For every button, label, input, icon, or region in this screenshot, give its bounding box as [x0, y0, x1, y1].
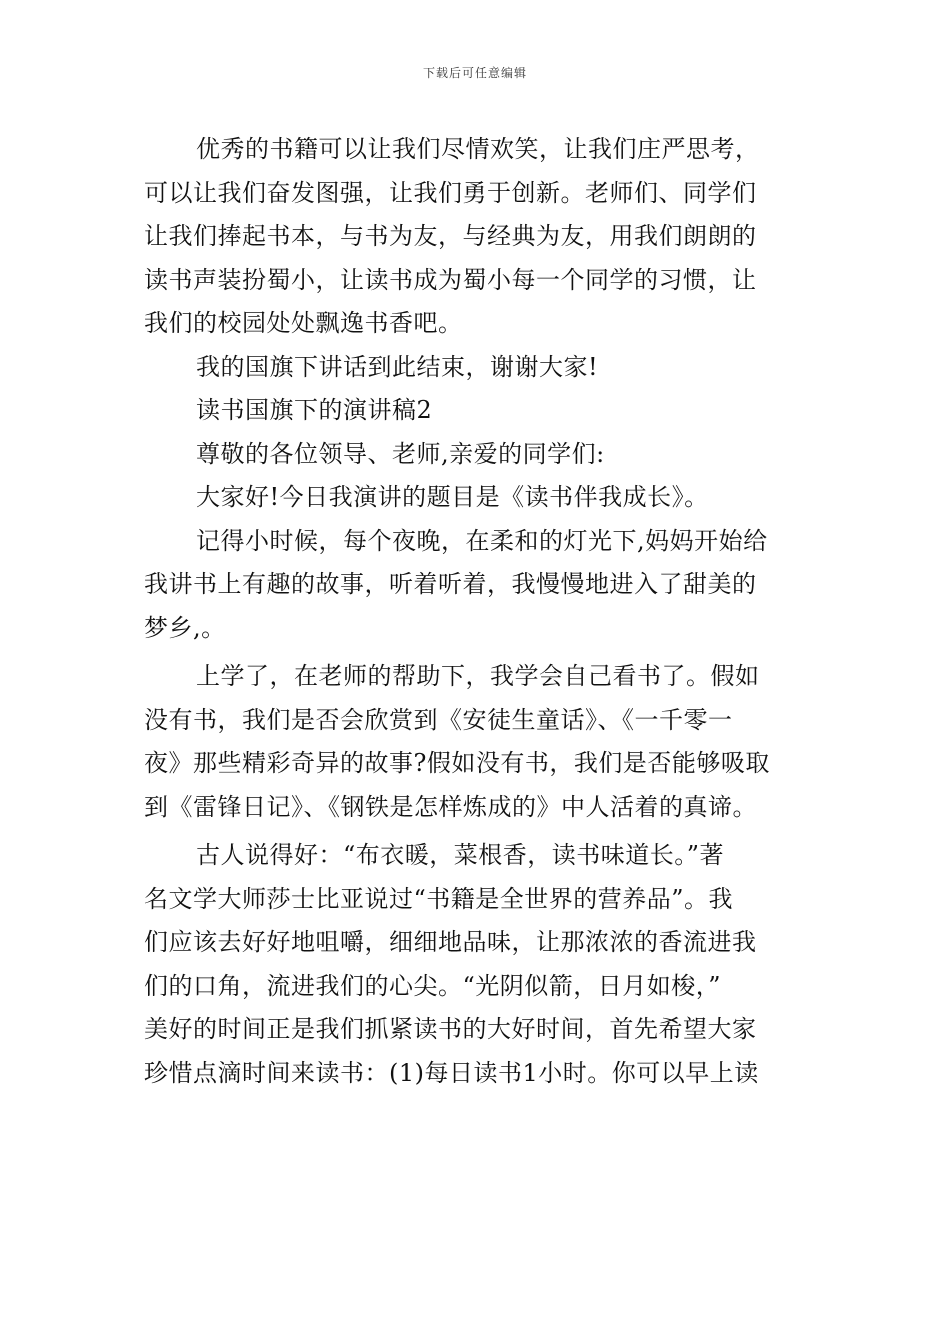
closing-line: 我的国旗下讲话到此结束，谢谢大家!	[196, 352, 599, 381]
paragraph-line: 夜》那些精彩奇异的故事?假如没有书，我们是否能够吸取	[144, 749, 770, 777]
paragraph-line: 优秀的书籍可以让我们尽情欢笑，让我们庄严思考，	[196, 135, 760, 163]
paragraph-line: 记得小时候，每个夜晚，在柔和的灯光下,妈妈开始给	[196, 526, 768, 555]
paragraph-line: 到《雷锋日记》、《钢铁是怎样炼成的》中人活着的真谛。	[144, 792, 757, 821]
paragraph-line: 我讲书上有趣的故事，听着听着，我慢慢地进入了甜美的	[144, 570, 757, 598]
greeting-line: 大家好!今日我演讲的题目是《读书伴我成长》。	[196, 483, 709, 511]
document-body	[144, 128, 808, 1095]
header-note: 下载后可任意编辑	[422, 66, 527, 80]
paragraph-line: 梦乡,。	[144, 613, 226, 642]
section-title: 读书国旗下的演讲稿2	[196, 396, 433, 424]
paragraph-line: 我们的校园处处飘逸书香吧。	[144, 309, 463, 337]
paragraph-line: 们应该去好好地咀嚼，细细地品味，让那浓浓的香流进我	[144, 928, 757, 956]
paragraph-line: 们的口角，流进我们的心尖。“光阴似箭，日月如梭，”	[144, 971, 722, 1000]
paragraph-line: 珍惜点滴时间来读书：(1)每日读书1小时。你可以早上读	[144, 1058, 759, 1087]
paragraph-line: 没有书，我们是否会欣赏到《安徒生童话》、《一千零一	[144, 705, 733, 734]
paragraph-line: 读书声装扮蜀小，让读书成为蜀小每一个同学的习惯，让	[144, 265, 757, 294]
paragraph-line: 名文学大师莎士比亚说过“书籍是全世界的营养品”。我	[144, 884, 734, 913]
paragraph-line: 可以让我们奋发图强，让我们勇于创新。老师们、同学们	[144, 178, 757, 207]
paragraph-line: 美好的时间正是我们抓紧读书的大好时间，首先希望大家	[144, 1015, 757, 1043]
paragraph-line: 古人说得好：“布衣暖，菜根香，读书味道长。”著	[196, 841, 725, 869]
salutation-line: 尊敬的各位领导、老师,亲爱的同学们:	[196, 439, 605, 468]
paragraph-line: 上学了，在老师的帮助下，我学会自己看书了。假如	[196, 662, 760, 690]
paragraph-line: 让我们捧起书本，与书为友，与经典为友，用我们朗朗的	[144, 222, 757, 250]
